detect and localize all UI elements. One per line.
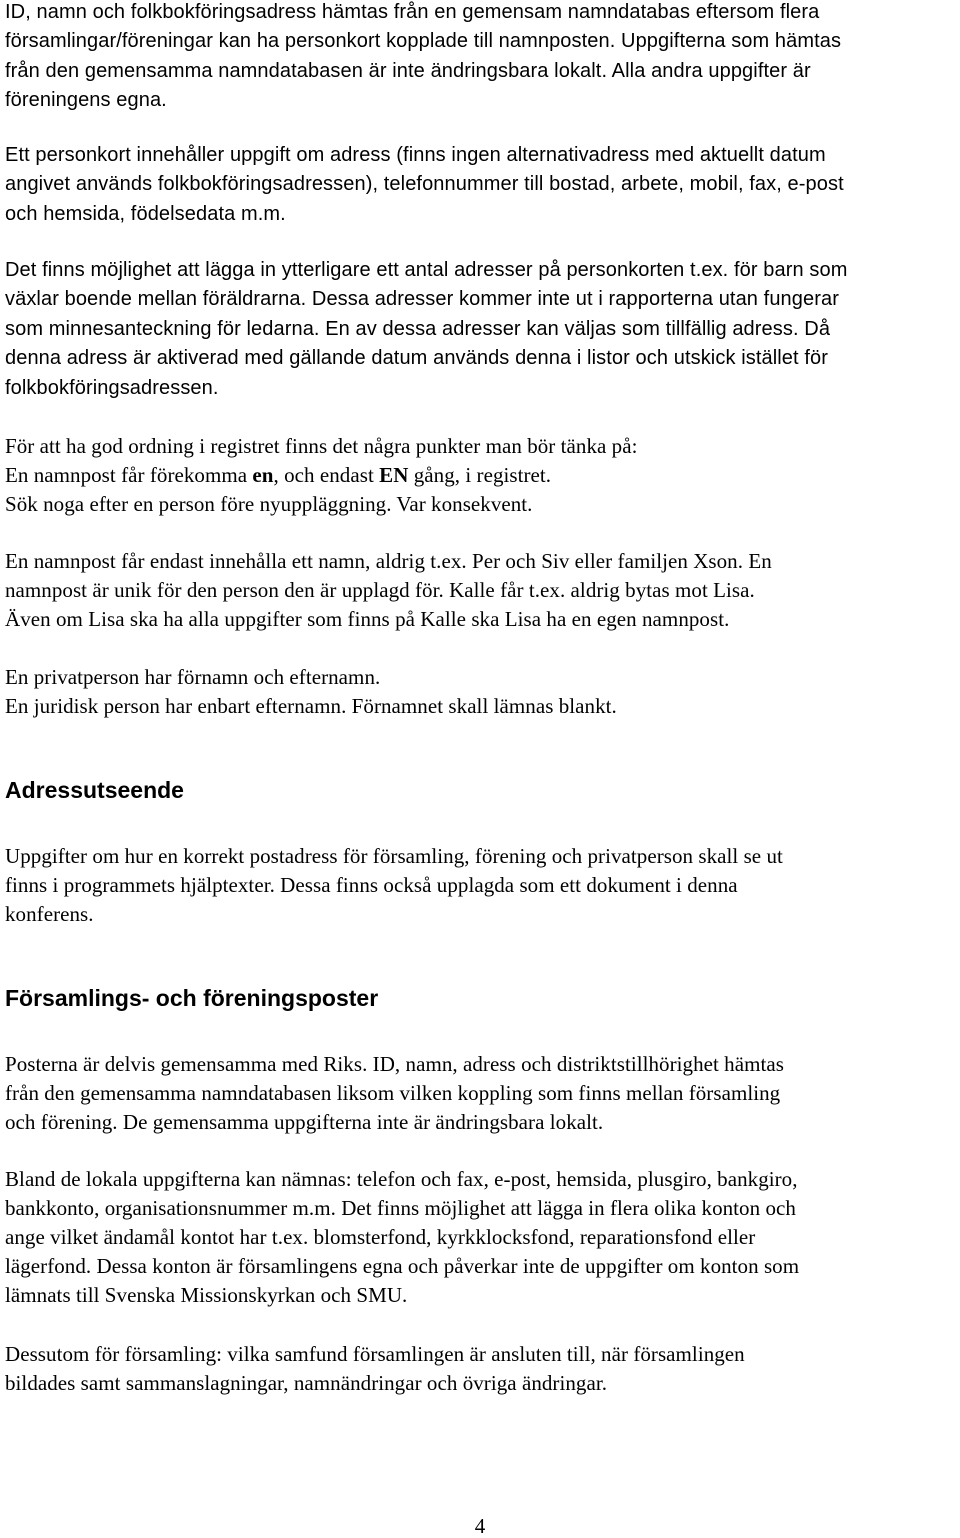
text-line: från den gemensamma namndatabasen är inte ändringsbara lokalt. Alla andra uppgifter är	[5, 59, 811, 82]
text-line: som minnesanteckning för ledarna. En av dessa adresser kan väljas som tillfällig adress. Då	[5, 317, 831, 340]
personkort-paragraph	[5, 141, 950, 229]
page-number: 4	[474, 1514, 486, 1538]
text-line: Dessutom för församling: vilka samfund församlingen är ansluten till, när församlingen	[5, 1342, 745, 1366]
heading-adressutseende: Adressutseende	[5, 777, 184, 803]
text-line: församlingar/föreningar kan ha personkort kopplade till namnposten. Uppgifterna som hämtas	[5, 30, 842, 53]
text-line: bankkonto, organisationsnummer m.m. Det finns möjlighet att lägga in flera olika konton och	[5, 1196, 796, 1220]
text-line: En namnpost får endast innehålla ett namn, aldrig t.ex. Per och Siv eller familjen Xson. En	[5, 549, 772, 573]
heading-poster: Församlings- och föreningsposter	[5, 985, 379, 1011]
text-span: En namnpost får förekomma	[5, 463, 253, 487]
text-line: bildades samt sammanslagningar, namnändringar och övriga ändringar.	[5, 1371, 608, 1395]
text-line: För att ha god ordning i registret finns det några punkter man bör tänka på:	[5, 434, 638, 458]
adresser-paragraph	[5, 256, 950, 403]
namnpost-paragraph	[5, 547, 950, 634]
text-line: angivet används folkbokföringsadressen), telefonnummer till bostad, arbete, mobil, fax, e-post	[5, 173, 844, 196]
bold-text: en	[252, 463, 274, 487]
person-paragraph	[5, 663, 950, 721]
text-line: från den gemensamma namndatabasen liksom vilken koppling som finns mellan församling	[5, 1081, 781, 1105]
text-line: namnpost är unik för den person den är upplagd för. Kalle får t.ex. aldrig bytas mot Lisa.	[5, 578, 755, 602]
text-line: konferens.	[5, 902, 94, 926]
dessutom-paragraph	[5, 1340, 950, 1398]
text-line: En privatperson har förnamn och efternamn.	[5, 665, 381, 689]
text-line: Det finns möjlighet att lägga in ytterligare ett antal adresser på personkorten t.ex. för barn som	[5, 259, 848, 281]
text-line: denna adress är aktiverad med gällande datum används denna i listor och utskick istället för	[5, 347, 828, 370]
text-line: lägerfond. Dessa konton är församlingens egna och påverkar inte de uppgifter om konton som	[5, 1254, 800, 1278]
intro-paragraph	[5, 0, 950, 116]
text-line: En juridisk person har enbart efternamn. Förnamnet skall lämnas blankt.	[5, 694, 617, 718]
bold-text: EN	[379, 463, 409, 487]
text-line: och förening. De gemensamma uppgifterna inte är ändringsbara lokalt.	[5, 1110, 604, 1134]
text-line: växlar boende mellan föräldrarna. Dessa adresser kommer inte ut i rapporterna utan fungerar	[5, 288, 839, 311]
lokala-paragraph	[5, 1165, 950, 1310]
text-line: Bland de lokala uppgifterna kan nämnas: telefon och fax, e-post, hemsida, plusgiro, bankgiro,	[5, 1167, 798, 1191]
text-line: Även om Lisa ska ha alla uppgifter som finns på Kalle ska Lisa ha en egen namnpost.	[5, 607, 730, 631]
text-line: folkbokföringsadressen.	[5, 376, 219, 399]
text-line: Ett personkort innehåller uppgift om adress (finns ingen alternativadress med aktuellt datum	[5, 144, 826, 166]
ordning-paragraph	[5, 432, 950, 519]
text-line: ange vilket ändamål kontot har t.ex. blomsterfond, kyrkklocksfond, reparationsfond eller	[5, 1225, 756, 1249]
text-line: och hemsida, födelsedata m.m.	[5, 202, 286, 225]
text-line: ID, namn och folkbokföringsadress hämtas från en gemensam namndatabas eftersom flera	[5, 1, 820, 23]
text-line: föreningens egna.	[5, 89, 167, 112]
poster-paragraph	[5, 1050, 950, 1137]
text-line	[5, 461, 950, 490]
text-span: gång, i registret.	[408, 463, 552, 487]
text-span: , och endast	[273, 463, 380, 487]
text-line: Sök noga efter en person före nyuppläggning. Var konsekvent.	[5, 492, 533, 516]
adressutseende-paragraph	[5, 842, 950, 929]
text-line: finns i programmets hjälptexter. Dessa finns också upplagda som ett dokument i denna	[5, 873, 738, 897]
text-line: lämnats till Svenska Missionskyrkan och SMU.	[5, 1283, 408, 1307]
text-line: Uppgifter om hur en korrekt postadress för församling, förening och privatperson skall se ut	[5, 844, 783, 868]
text-line: Posterna är delvis gemensamma med Riks. ID, namn, adress och distriktstillhörighet hämtas	[5, 1052, 784, 1076]
